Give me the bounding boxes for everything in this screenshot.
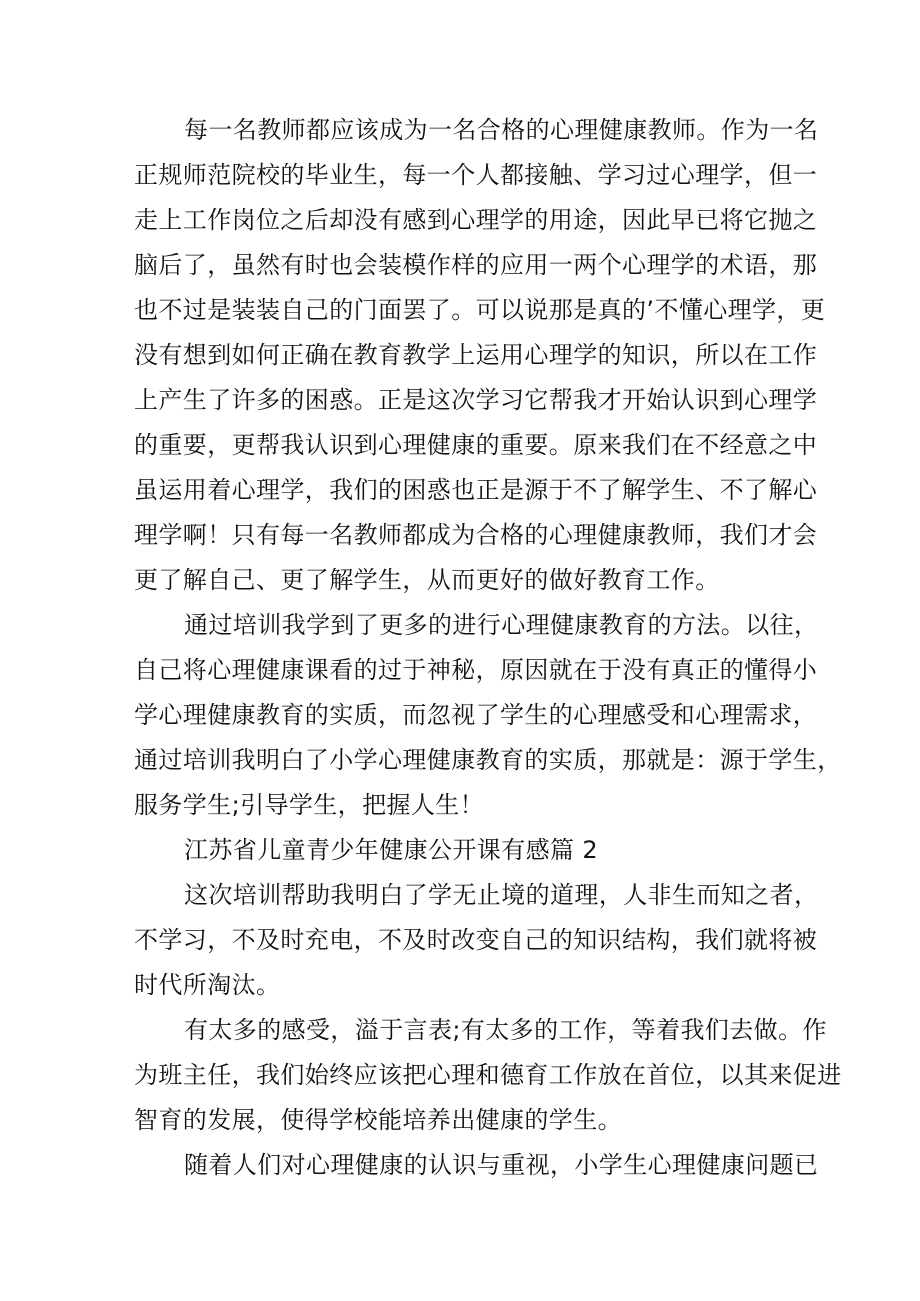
paragraph-1-line-11: 更了解自己、更了解学生，从而更好的做好教育工作。 — [134, 566, 720, 594]
paragraph-1-line-1: 每一名教师都应该成为一名合格的心理健康教师。作为一名 — [184, 116, 819, 144]
paragraph-2-line-5: 服务学生;引导学生，把握人生！ — [134, 791, 485, 819]
paragraph-1-line-2: 正规师范院校的毕业生，每一个人都接触、学习过心理学，但一 — [134, 161, 818, 189]
section-heading: 江苏省儿童青少年健康公开课有感篇 2 — [184, 836, 599, 864]
paragraph-1-line-6: 没有想到如何正确在教育教学上运用心理学的知识，所以在工作 — [134, 341, 818, 369]
paragraph-2-line-2: 自己将心理健康课看的过于神秘，原因就在于没有真正的懂得小 — [134, 656, 818, 684]
paragraph-2-line-1: 通过培训我学到了更多的进行心理健康教育的方法。以往， — [184, 611, 819, 639]
paragraph-1-line-4: 脑后了，虽然有时也会装模作样的应用一两个心理学的术语，那 — [134, 251, 818, 279]
paragraph-2-line-4: 通过培训我明白了小学心理健康教育的实质，那就是：源于学生， — [134, 746, 842, 774]
paragraph-1-line-7: 上产生了许多的困惑。正是这次学习它帮我才开始认识到心理学 — [134, 386, 818, 414]
paragraph-4-line-3: 智育的发展，使得学校能培养出健康的学生。 — [134, 1106, 622, 1134]
paragraph-3-line-2: 不学习，不及时充电，不及时改变自己的知识结构，我们就将被 — [134, 926, 818, 954]
paragraph-4-line-2: 为班主任，我们始终应该把心理和德育工作放在首位，以其来促进 — [134, 1061, 842, 1089]
paragraph-2-line-3: 学心理健康教育的实质，而忽视了学生的心理感受和心理需求， — [134, 701, 818, 729]
paragraph-1-line-8: 的重要，更帮我认识到心理健康的重要。原来我们在不经意之中 — [134, 431, 818, 459]
paragraph-1-line-5: 也不过是装装自己的门面罢了。可以说那是真的’不懂心理学，更 — [134, 296, 826, 324]
paragraph-5-line-1: 随着人们对心理健康的认识与重视，小学生心理健康问题已 — [184, 1151, 819, 1179]
paragraph-3-line-1: 这次培训帮助我明白了学无止境的道理，人非生而知之者， — [184, 881, 819, 909]
paragraph-1-line-9: 虽运用着心理学，我们的困惑也正是源于不了解学生、不了解心 — [134, 476, 818, 504]
paragraph-4-line-1: 有太多的感受，溢于言表;有太多的工作，等着我们去做。作 — [184, 1016, 827, 1044]
paragraph-1-line-3: 走上工作岗位之后却没有感到心理学的用途，因此早已将它抛之 — [134, 206, 818, 234]
paragraph-3-line-3: 时代所淘汰。 — [134, 971, 281, 999]
paragraph-1-line-10: 理学啊！只有每一名教师都成为合格的心理健康教师，我们才会 — [134, 521, 818, 549]
